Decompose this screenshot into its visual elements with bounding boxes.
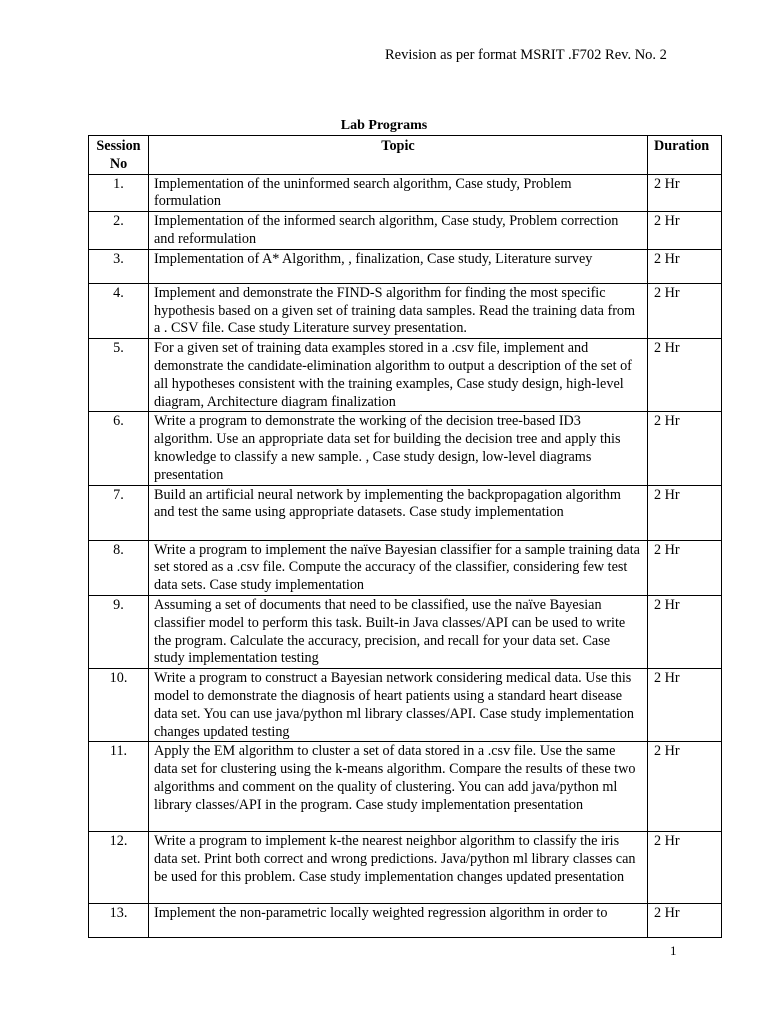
page-number: 1 [670, 943, 677, 958]
column-header-duration: Duration [648, 136, 722, 175]
table-row [89, 540, 722, 595]
session-topic: Build an artificial neural network by implementing the backpropagation algorithm and test the same using appropriate datasets. Case study implementation [149, 485, 648, 540]
session-number: 11. [89, 742, 149, 832]
session-duration: 2 Hr [648, 742, 722, 832]
session-duration: 2 Hr [648, 540, 722, 595]
table-row [89, 832, 722, 904]
session-number: 10. [89, 669, 149, 742]
session-number: 9. [89, 595, 149, 668]
table-row [89, 669, 722, 742]
table-row [89, 212, 722, 250]
session-topic: Implementation of A* Algorithm, , finalization, Case study, Literature survey [149, 249, 648, 283]
table-row [89, 174, 722, 212]
session-topic: Write a program to construct a Bayesian network considering medical data. Use this model to demonstrate the diagnosis of heart patients using a standard heart disease data set. You can use java/python ml library classes/API. Case study implementation changes updated testing [149, 669, 648, 742]
session-number: 12. [89, 832, 149, 904]
session-topic: Implement the non-parametric locally weighted regression algorithm in order to [149, 904, 648, 938]
table-title: Lab Programs [340, 118, 428, 133]
session-number: 3. [89, 249, 149, 283]
session-topic: Write a program to implement k-the nearest neighbor algorithm to classify the iris data set. Print both correct and wrong predictions. Java/python ml library classes can be used for this problem. Case study implementation changes updated presentation [149, 832, 648, 904]
session-number: 2. [89, 212, 149, 250]
table-row [89, 283, 722, 338]
session-number: 4. [89, 283, 149, 338]
session-topic: Implementation of the informed search algorithm, Case study, Problem correction and reformulation [149, 212, 648, 250]
column-header-session: Session No [89, 136, 149, 175]
session-number: 5. [89, 339, 149, 412]
session-topic: Assuming a set of documents that need to be classified, use the naïve Bayesian classifier model to perform this task. Built-in Java classes/API can be used to write the program. Calculate the accuracy, precision, and recall for your data set. Case study implementation testing [149, 595, 648, 668]
session-topic: Implementation of the uninformed search algorithm, Case study, Problem formulation [149, 174, 648, 212]
session-duration: 2 Hr [648, 174, 722, 212]
session-duration: 2 Hr [648, 412, 722, 485]
table-row [89, 904, 722, 938]
session-topic: Write a program to demonstrate the working of the decision tree-based ID3 algorithm. Use an appropriate data set for building the decision tree and apply this knowledge to classify a new sample. , Case study design, low-level diagrams presentation [149, 412, 648, 485]
lab-programs-table [88, 135, 722, 938]
column-header-topic: Topic [149, 136, 648, 175]
session-duration: 2 Hr [648, 249, 722, 283]
session-duration: 2 Hr [648, 832, 722, 904]
session-number: 8. [89, 540, 149, 595]
table-row [89, 339, 722, 412]
session-duration: 2 Hr [648, 339, 722, 412]
session-topic: For a given set of training data examples stored in a .csv file, implement and demonstrate the candidate-elimination algorithm to output a description of the set of all hypotheses consistent with the training examples, Case study design, high-level diagram, Architecture diagram finalization [149, 339, 648, 412]
session-duration: 2 Hr [648, 212, 722, 250]
table-row [89, 249, 722, 283]
session-topic: Write a program to implement the naïve Bayesian classifier for a sample training data set stored as a .csv file. Compute the accuracy of the classifier, considering few test data sets. Case study implementation [149, 540, 648, 595]
session-duration: 2 Hr [648, 485, 722, 540]
session-duration: 2 Hr [648, 595, 722, 668]
table-row [89, 412, 722, 485]
session-duration: 2 Hr [648, 904, 722, 938]
session-number: 6. [89, 412, 149, 485]
revision-header: Revision as per format MSRIT .F702 Rev. No. 2 [385, 47, 667, 63]
table-header-row [89, 136, 722, 175]
table-row [89, 595, 722, 668]
session-number: 7. [89, 485, 149, 540]
session-duration: 2 Hr [648, 283, 722, 338]
table-row [89, 742, 722, 832]
session-duration: 2 Hr [648, 669, 722, 742]
session-topic: Implement and demonstrate the FIND-S algorithm for finding the most specific hypothesis based on a given set of training data samples. Read the training data from a . CSV file. Case study Literature survey presentation. [149, 283, 648, 338]
session-number: 13. [89, 904, 149, 938]
session-topic: Apply the EM algorithm to cluster a set of data stored in a .csv file. Use the same data set for clustering using the k-means algorithm. Compare the results of these two algorithms and comment on the quality of clustering. You can add java/python ml library classes/API in the program. Case study implementation presentation [149, 742, 648, 832]
table-row [89, 485, 722, 540]
session-number: 1. [89, 174, 149, 212]
